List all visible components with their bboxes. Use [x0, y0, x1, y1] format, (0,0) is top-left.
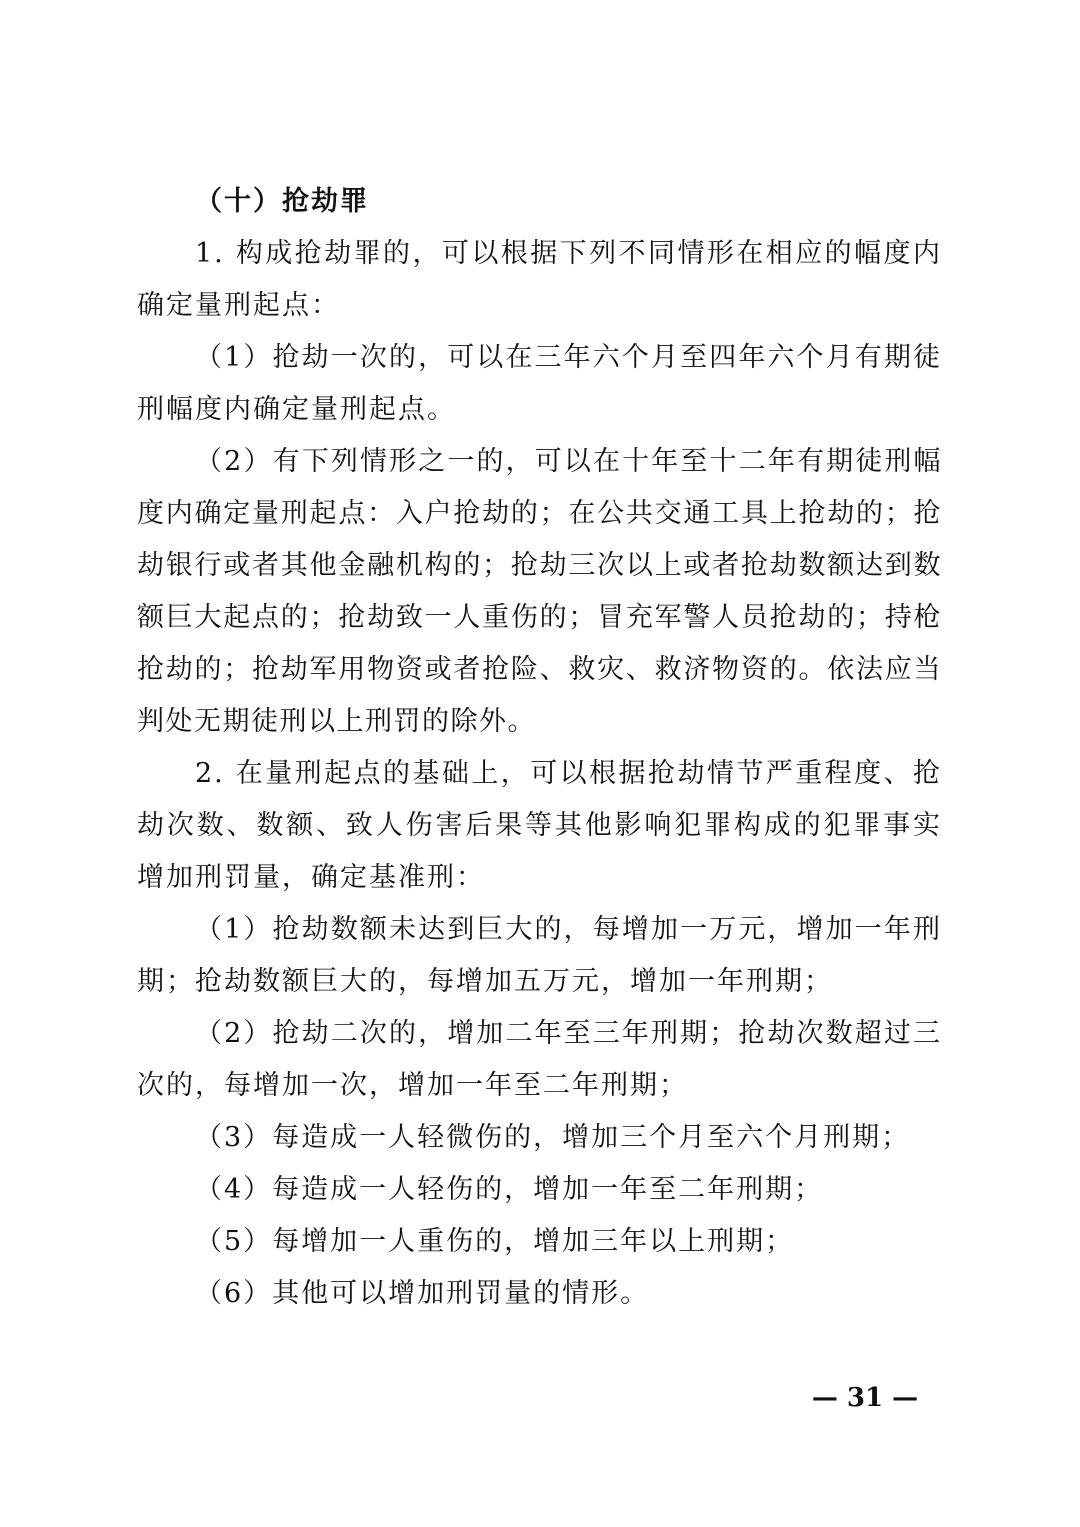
paragraph-1: 1. 构成抢劫罪的，可以根据下列不同情形在相应的幅度内确定量刑起点： — [137, 238, 942, 321]
paragraph-2-2: （2）抢劫二次的，增加二年至三年刑期；抢劫次数超过三次的，每增加一次，增加一年至二年刑期； — [137, 1018, 942, 1101]
page-number: — 31 — — [811, 1383, 919, 1413]
paragraph-1-2: （2）有下列情形之一的，可以在十年至十二年有期徒刑幅度内确定量刑起点：入户抢劫的；在公共交通工具上抢劫的；抢劫银行或者其他金融机构的；抢劫三次以上或者抢劫数额达到数额巨大起点的；抢劫致一人重伤的；冒充军警人员抢劫的；持枪抢劫的；抢劫军用物资或者抢险、救灾、救济物资的。依法应当判处无期徒刑以上刑罚的除外。 — [137, 446, 942, 737]
section-heading: （十）抢劫罪 — [195, 186, 369, 217]
paragraph-2-1: （1）抢劫数额未达到巨大的，每增加一万元，增加一年刑期；抢劫数额巨大的，每增加五万元，增加一年刑期； — [137, 914, 942, 997]
paragraph-1-1: （1）抢劫一次的，可以在三年六个月至四年六个月有期徒刑幅度内确定量刑起点。 — [137, 342, 942, 425]
document-body — [137, 176, 942, 1320]
paragraph-2: 2. 在量刑起点的基础上，可以根据抢劫情节严重程度、抢劫次数、数额、致人伤害后果等其他影响犯罪构成的犯罪事实增加刑罚量，确定基准刑： — [137, 758, 942, 893]
paragraph-2-6: （6）其他可以增加刑罚量的情形。 — [195, 1278, 650, 1309]
paragraph-2-3: （3）每造成一人轻微伤的，增加三个月至六个月刑期； — [195, 1122, 911, 1153]
paragraph-2-5: （5）每增加一人重伤的，增加三年以上刑期； — [195, 1226, 795, 1257]
paragraph-2-4: （4）每造成一人轻伤的，增加一年至二年刑期； — [195, 1174, 824, 1205]
